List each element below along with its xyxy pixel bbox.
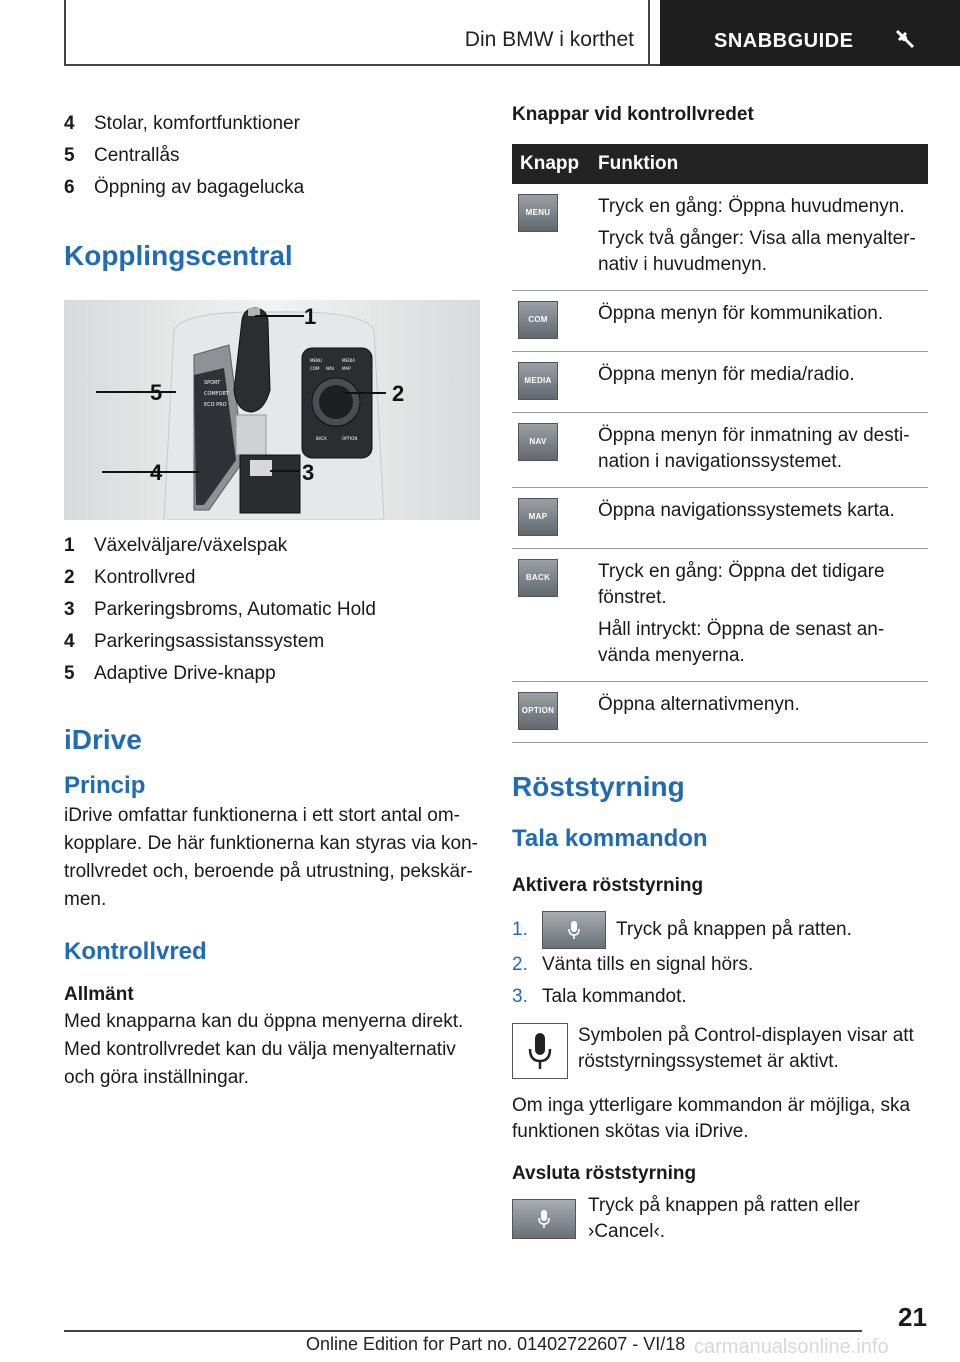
- table-row: [512, 488, 928, 549]
- step-number: 2.: [512, 954, 528, 975]
- figure-label: MENU: [310, 358, 322, 363]
- col-header-knapp: Knapp: [512, 144, 590, 184]
- page-number: 21: [898, 1302, 927, 1332]
- figure-label: MAP: [342, 366, 351, 371]
- figure-label: ECO PRO: [204, 402, 227, 408]
- item-number: 4: [64, 631, 75, 652]
- row-text: Öppna menyn för inmatning av desti-nation i navigationssystemet.: [598, 425, 910, 472]
- callout-1: 1: [304, 304, 317, 329]
- list-item: [64, 108, 480, 140]
- figure-list: [64, 530, 480, 690]
- item-text: Stolar, komfortfunktioner: [94, 113, 300, 134]
- symbol-text: Symbolen på Control-displayen visar att röststyrningssystemet är aktivt.: [578, 1025, 914, 1072]
- console-illustration: [64, 300, 480, 520]
- back-button-icon: BACK: [518, 559, 558, 597]
- list-item: [64, 658, 480, 690]
- list-item: [64, 562, 480, 594]
- table-row: [512, 352, 928, 413]
- roststyrning-heading: Röststyrning: [512, 771, 685, 802]
- row-text: Öppna navigationssystemets karta.: [598, 500, 895, 521]
- avsluta-note: [512, 1193, 928, 1245]
- microphone-icon: [542, 911, 606, 949]
- callout-2: 2: [392, 381, 405, 406]
- microphone-display-icon: [512, 1023, 568, 1079]
- step-number: 3.: [512, 986, 528, 1007]
- item-text: Parkeringsassistanssystem: [94, 631, 325, 652]
- table-row: [512, 549, 928, 682]
- menu-button-icon: MENU: [518, 194, 558, 232]
- row-text: Öppna alternativmenyn.: [598, 694, 800, 715]
- callout-5: 5: [150, 380, 163, 405]
- header-section-title: Din BMW i korthet: [464, 28, 634, 51]
- item-text: Centrallås: [94, 145, 180, 166]
- kopplingscentral-heading: Kopplingscentral: [64, 240, 293, 271]
- row-text: Tryck en gång: Öppna det tidigare fönstret.: [598, 561, 885, 608]
- step-item: [512, 949, 928, 981]
- step-item: [512, 981, 928, 1013]
- step-number: 1.: [512, 919, 528, 940]
- table-header-row: [512, 144, 928, 184]
- aktivera-heading: Aktivera röststyrning: [512, 875, 704, 896]
- figure-label: SPORT: [204, 380, 221, 386]
- step-text: Tryck på knappen på ratten.: [616, 919, 852, 940]
- figure-label: MEDIA: [342, 358, 355, 363]
- figure-label: COM: [310, 366, 320, 371]
- buttons-table: [512, 144, 928, 743]
- item-text: Kontrollvred: [94, 567, 196, 588]
- avsluta-heading: Avsluta röststyrning: [512, 1163, 697, 1184]
- footer-rule: [64, 1330, 862, 1332]
- nav-button-icon: NAV: [518, 423, 558, 461]
- item-number: 1: [64, 535, 75, 556]
- hand-pointer-icon: [894, 28, 916, 50]
- console-figure: [64, 300, 480, 520]
- col-header-funktion: Funktion: [590, 144, 928, 184]
- table-row: [512, 413, 928, 488]
- row-text: Öppna menyn för kommunikation.: [598, 303, 884, 324]
- top-list: [64, 108, 480, 204]
- step-item: [512, 911, 928, 949]
- list-item: [64, 140, 480, 172]
- princip-text: iDrive omfattar funktionerna i ett stort antal om-kopplare. De här funktionerna kan styras via kon-trollvredet och, beroende på utrustning, pekskär-men.: [64, 805, 478, 910]
- callout-3: 3: [302, 460, 315, 485]
- figure-label: BACK: [316, 436, 327, 441]
- steps-list: [512, 911, 928, 1013]
- header-guide-label: SNABBGUIDE: [714, 30, 854, 52]
- item-number: 5: [64, 663, 75, 684]
- idrive-heading: iDrive: [64, 724, 142, 755]
- microphone-icon: [512, 1199, 576, 1239]
- item-text: Växelväljare/växelspak: [94, 535, 288, 556]
- figure-label: OPTION: [342, 436, 358, 441]
- row-text: Tryck två gånger: Visa alla menyalter-nativ i huvudmenyn.: [598, 228, 916, 275]
- media-button-icon: MEDIA: [518, 362, 558, 400]
- allmant-text: Med knapparna kan du öppna menyerna direkt. Med kontrollvredet kan du välja menyalternativ och göra inställningar.: [64, 1011, 464, 1088]
- allmant-heading: Allmänt: [64, 984, 134, 1005]
- com-button-icon: COM: [518, 301, 558, 339]
- header-section-tab: [64, 0, 650, 66]
- row-text: Tryck en gång: Öppna huvudmenyn.: [598, 196, 905, 217]
- kontrollvred-heading: Kontrollvred: [64, 938, 207, 965]
- item-text: Parkeringsbroms, Automatic Hold: [94, 599, 376, 620]
- item-text: Adaptive Drive-knapp: [94, 663, 276, 684]
- list-item: [64, 530, 480, 562]
- table-caption: Knappar vid kontrollvredet: [512, 104, 754, 125]
- step-text: Tala kommandot.: [542, 986, 687, 1007]
- left-column: [64, 108, 480, 1092]
- footer-edition: Online Edition for Part no. 01402722607 - VI/18: [306, 1334, 686, 1354]
- map-button-icon: MAP: [518, 498, 558, 536]
- tala-kommandon-heading: Tala kommandon: [512, 825, 708, 852]
- right-column: [512, 104, 928, 1245]
- step-text: Vänta tills en signal hörs.: [542, 954, 754, 975]
- figure-label: NAV: [326, 366, 335, 371]
- item-number: 3: [64, 599, 75, 620]
- table-row: [512, 291, 928, 352]
- list-item: [64, 172, 480, 204]
- item-number: 4: [64, 113, 75, 134]
- item-number: 5: [64, 145, 75, 166]
- callout-4: 4: [150, 460, 163, 485]
- row-text: Öppna menyn för media/radio.: [598, 364, 855, 385]
- om-inga-text: Om inga ytterligare kommandon är möjliga, ska funktionen skötas via iDrive.: [512, 1095, 911, 1142]
- item-number: 2: [64, 567, 75, 588]
- list-item: [64, 594, 480, 626]
- princip-heading: Princip: [64, 772, 146, 799]
- item-text: Öppning av bagagelucka: [94, 177, 305, 198]
- table-row: [512, 682, 928, 743]
- table-row: [512, 184, 928, 291]
- symbol-note: [512, 1023, 928, 1079]
- footer-watermark: carmanualsonline.info: [694, 1336, 889, 1358]
- row-text: Håll intryckt: Öppna de senast an-vända menyerna.: [598, 619, 885, 666]
- avsluta-text: Tryck på knappen på ratten eller ›Cancel‹.: [588, 1195, 860, 1242]
- figure-label: COMFORT: [204, 391, 229, 397]
- option-button-icon: OPTION: [518, 692, 558, 730]
- item-number: 6: [64, 177, 75, 198]
- header-guide-tab: [660, 0, 960, 66]
- list-item: [64, 626, 480, 658]
